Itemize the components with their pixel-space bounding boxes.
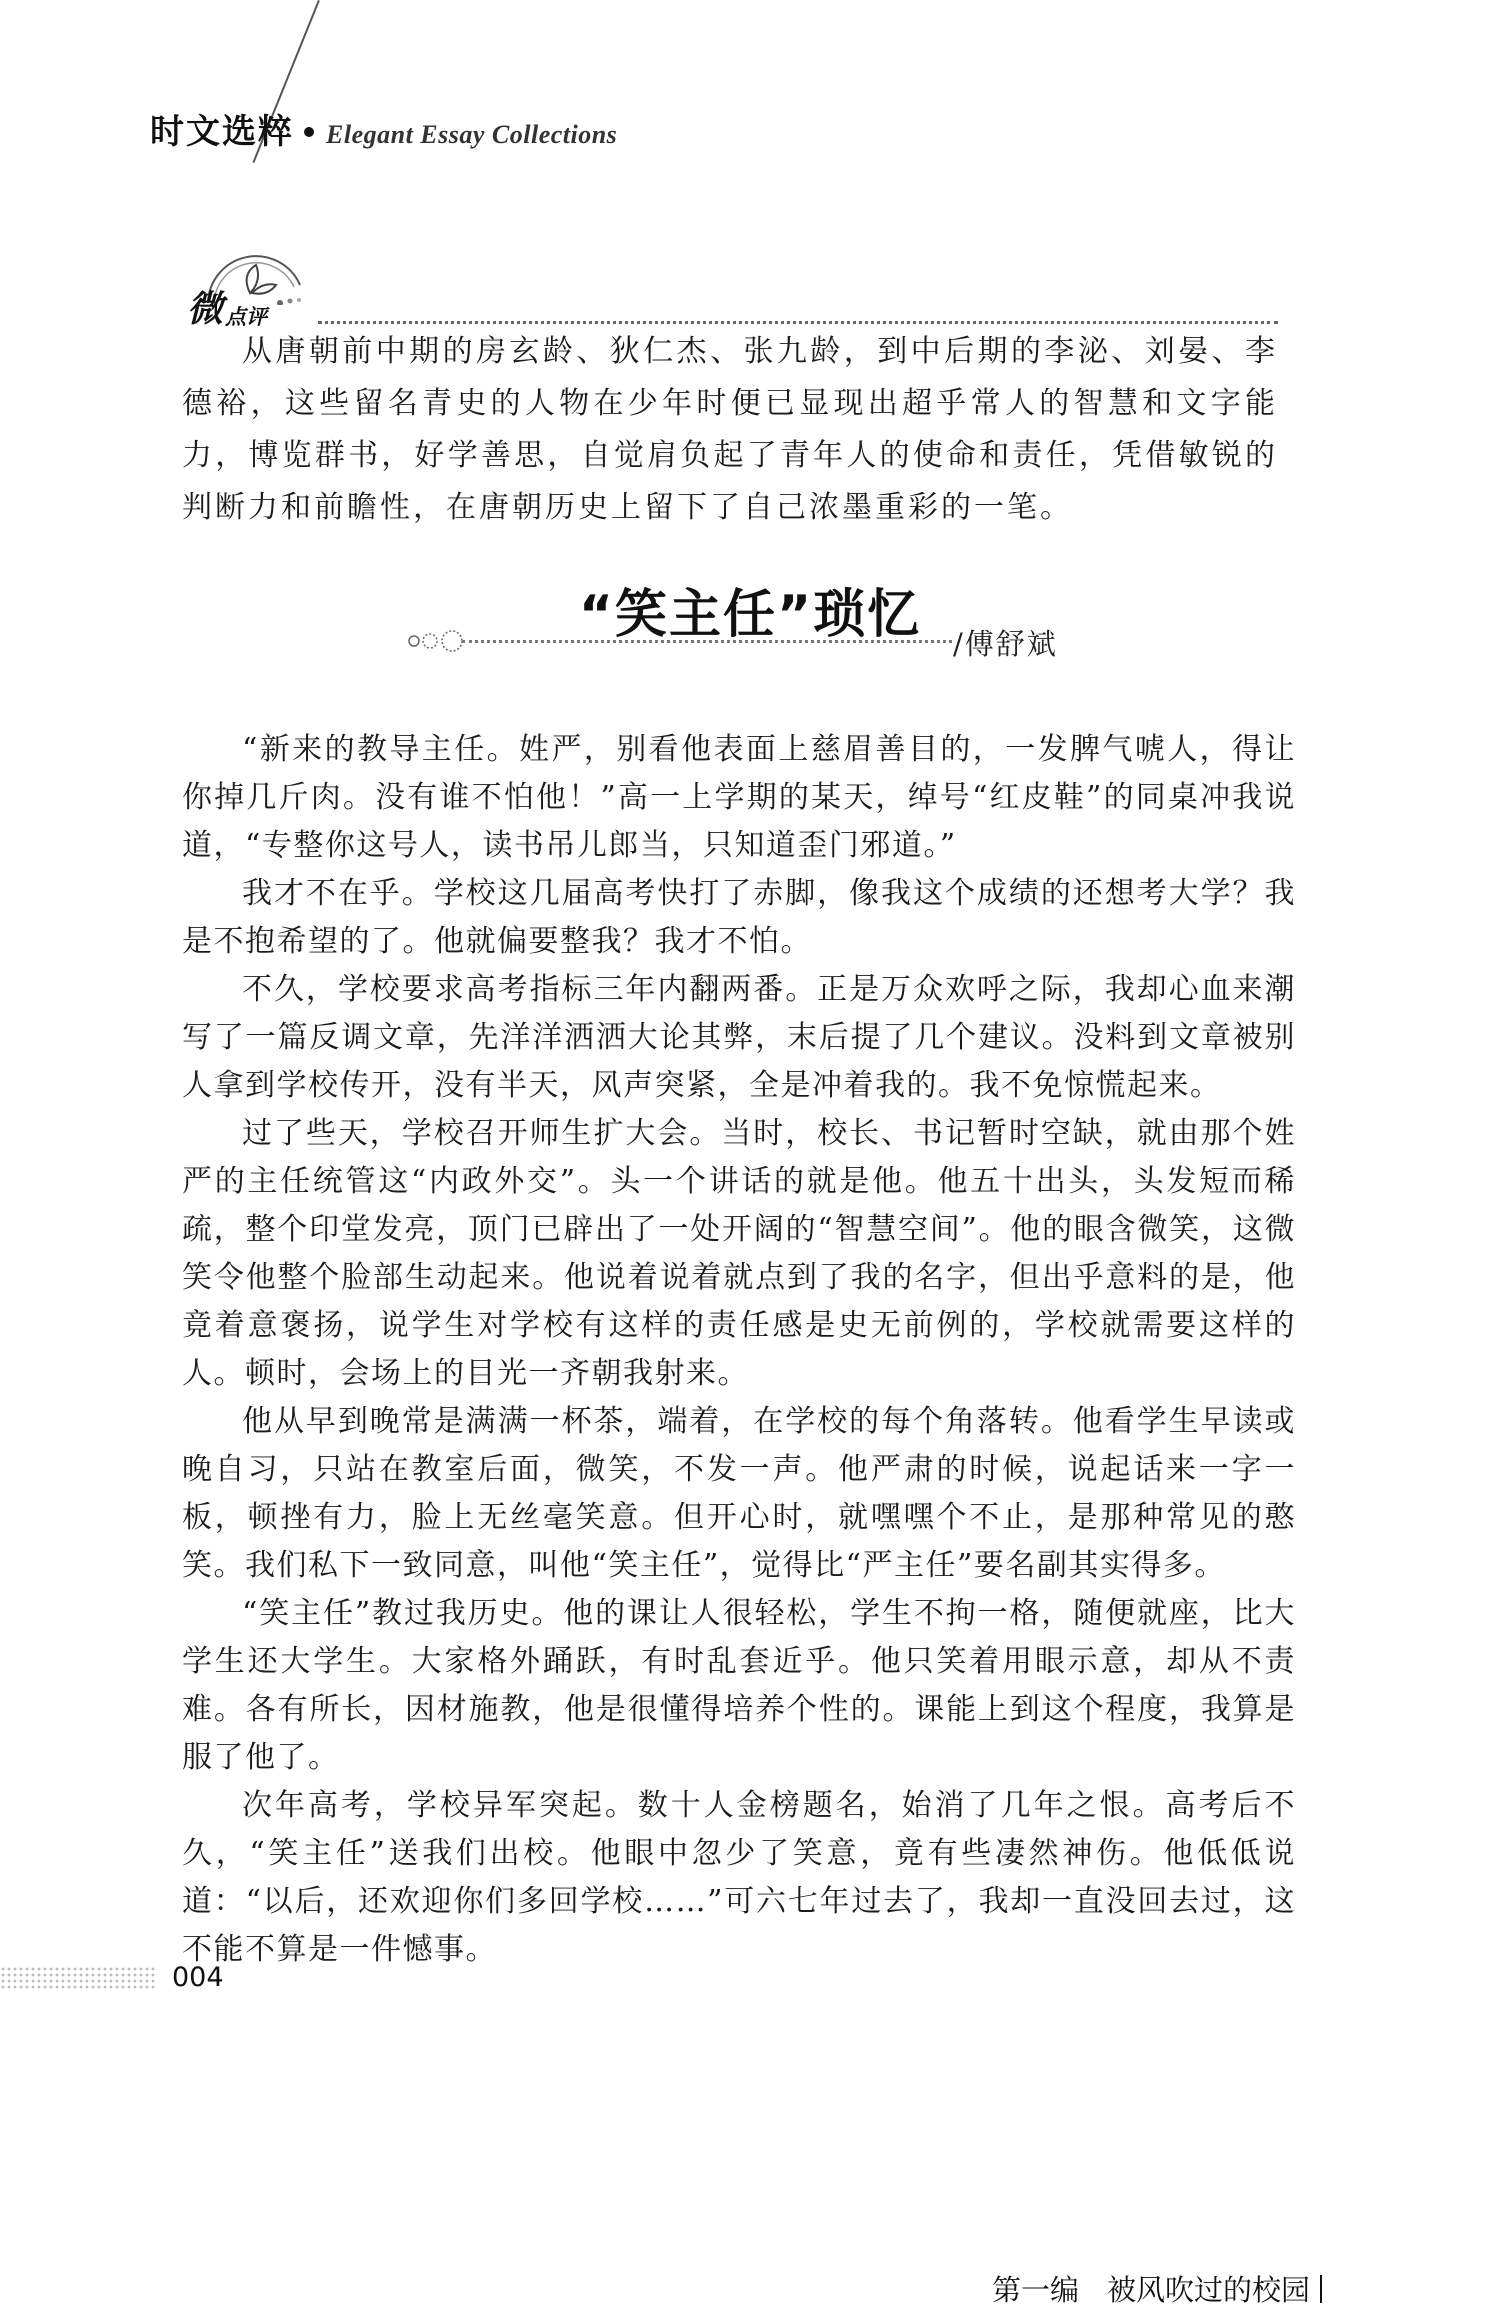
essay-author: /傅舒斌 [953,627,1058,661]
micro-comment-text: 从唐朝前中期的房玄龄、狄仁杰、张九龄，到中后期的李泌、刘晏、李德裕，这些留名青史的人物在少年时便已显现出超乎常人的智慧和文字能力，博览群书，好学善思，自觉肩负起了青年人的使命和责任，凭借敏锐的判断力和前瞻性，在唐朝历史上留下了自己浓墨重彩的一笔。 [182,334,1278,525]
essay-title: “笑主任”琐忆 [578,585,922,645]
essay-paragraph: 不久，学校要求高考指标三年内翻两番。正是万众欢呼之际，我却心血来潮写了一篇反调文章，先洋洋洒洒大论其弊，末后提了几个建议。没料到文章被别人拿到学校传开，没有半天，风声突紧，全是冲着我的。我不免惊慌起来。 [182,972,1296,1103]
essay-paragraph: “新来的教导主任。姓严，别看他表面上慈眉善目的，一发脾气唬人，得让你掉几斤肉。没有谁不怕他！”高一上学期的某天，绰号“红皮鞋”的同桌冲我说道，“专整你这号人，读书吊儿郎当，只知道歪门邪道。” [182,732,1296,863]
section-title-cn: 时文选粹 [150,112,294,152]
bullet-dot-icon [304,127,314,137]
essay-body [182,726,1296,1974]
essay-paragraph: 次年高考，学校异军突起。数十人金榜题名，始消了几年之恨。高考后不久，“笑主任”送我们出校。他眼中忽少了笑意，竟有些凄然神伤。他低低说道：“以后，还欢迎你们多回学校……”可六七年过去了，我却一直没回去过，这不能不算是一件憾事。 [182,1788,1296,1967]
dotted-page-marker-icon [0,1966,155,1990]
essay-paragraph: 他从早到晚常是满满一杯茶，端着，在学校的每个角落转。他看学生早读或晚自习，只站在教室后面，微笑，不发一声。他严肃的时候，说起话来一字一板，顿挫有力，脸上无丝毫笑意。但开心时，就嘿嘿个不止，是那种常见的憨笑。我们私下一致同意，叫他“笑主任”，觉得比“严主任”要名副其实得多。 [182,1404,1296,1583]
running-footer [992,2268,1322,2309]
title-dotted-rule [462,640,952,643]
footer-part-label: 第一编 [991,2273,1079,2307]
section-title-en: Elegant Essay Collections [326,120,618,149]
page-number: 004 [172,1962,224,1993]
essay-paragraph: 过了些天，学校召开师生扩大会。当时，校长、书记暂时空缺，就由那个姓严的主任统管这“内政外交”。头一个讲话的就是他。他五十出头，头发短而稀疏，整个印堂发亮，顶门已辟出了一处开阔的“智慧空间”。他的眼含微笑，这微笑令他整个脸部生动起来。他说着说着就点到了我的名字，但出乎意料的是，他竟着意褒扬，说学生对学校有这样的责任感是史无前例的，学校就需要这样的人。顿时，会场上的目光一齐朝我射来。 [182,1116,1296,1391]
essay-paragraph: 我才不在乎。学校这几届高考快打了赤脚，像我这个成绩的还想考大学？我是不抱希望的了。他就偏要整我？我才不怕。 [182,876,1296,959]
micro-comment-heading [187,289,268,330]
micro-comment-label-small: 点评 [225,305,268,329]
footer-part-title: 被风吹过的校园 [1106,2273,1310,2307]
footer-bar-divider [1320,2275,1322,2303]
running-header [150,104,617,153]
title-circles-ornament-icon [400,626,470,656]
micro-comment-dotted-rule [318,321,1278,324]
micro-comment-label-big: 微 [187,289,224,330]
essay-paragraph: “笑主任”教过我历史。他的课让人很轻松，学生不拘一格，随便就座，比大学生还大学生。大家格外踊跃，有时乱套近乎。他只笑着用眼示意，却从不责难。各有所长，因材施教，他是很懂得培养个性的。课能上到这个程度，我算是服了他了。 [182,1596,1296,1775]
